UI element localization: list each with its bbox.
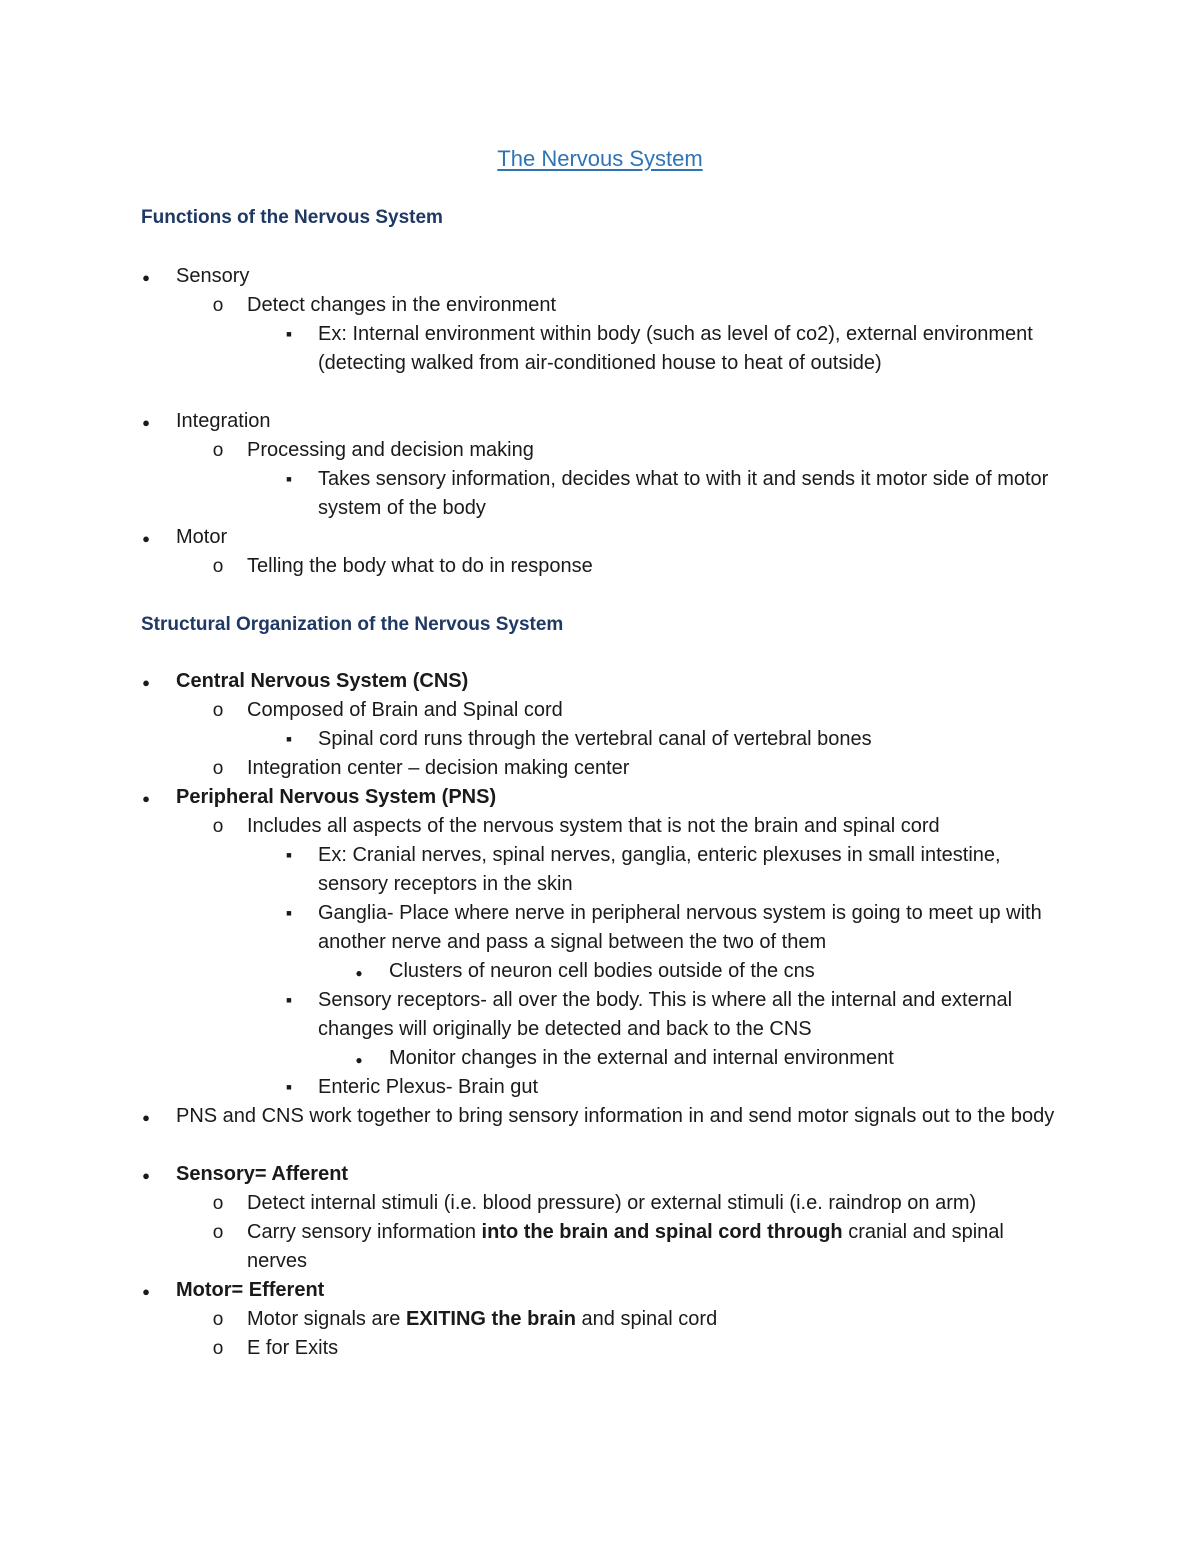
bullet-square-icon	[279, 986, 299, 1015]
page-title: The Nervous System	[497, 146, 703, 171]
section-heading-functions: Functions of the Nervous System	[141, 207, 443, 228]
list-item: ● Monitor changes in the external and internal environment	[0, 1044, 1200, 1073]
bullet-circle-icon	[208, 552, 228, 581]
bullet-square-icon	[279, 899, 299, 928]
bullet-circle-icon	[208, 291, 228, 320]
list-item: ▪ Ex: Cranial nerves, spinal nerves, ganglia, enteric plexuses in small intestine, sensory receptors in the skin	[0, 841, 1200, 899]
bullet-circle-icon	[208, 754, 228, 783]
bullet-square-icon	[279, 320, 299, 349]
bullet-circle-icon	[208, 1218, 228, 1247]
list-item: ▪ Ganglia- Place where nerve in peripheral nervous system is going to meet up with another nerve and pass a signal between the two of them	[0, 899, 1200, 957]
bullet-circle-icon	[208, 812, 228, 841]
bullet-disc-icon	[136, 407, 156, 437]
list-item: ● PNS and CNS work together to bring sensory information in and send motor signals out to the body	[0, 1102, 1200, 1160]
list-item: o Detect internal stimuli (i.e. blood pressure) or external stimuli (i.e. raindrop on arm)	[0, 1189, 1200, 1218]
list-item: ● Sensory	[0, 262, 1200, 291]
list-item: ● Motor	[0, 523, 1200, 552]
bullet-disc-icon	[136, 667, 156, 697]
bullet-disc-icon	[136, 262, 156, 292]
bullet-square-icon	[279, 725, 299, 754]
list-item: o Telling the body what to do in response	[0, 552, 1200, 581]
list-item: o Carry sensory information into the brain and spinal cord through cranial and spinal nerves	[0, 1218, 1200, 1276]
list-item: o Detect changes in the environment	[0, 291, 1200, 320]
bullet-disc-icon	[136, 1276, 156, 1306]
list-item: o Integration center – decision making center	[0, 754, 1200, 783]
bullet-disc-icon	[349, 1044, 369, 1075]
bullet-disc-icon	[136, 523, 156, 553]
list-item: o Motor signals are EXITING the brain and spinal cord	[0, 1305, 1200, 1334]
list-item: ● Sensory= Afferent	[0, 1160, 1200, 1189]
bullet-disc-icon	[349, 957, 369, 988]
list-item: ▪ Takes sensory information, decides what to with it and sends it motor side of motor system of the body	[0, 465, 1200, 523]
list-item: ● Peripheral Nervous System (PNS)	[0, 783, 1200, 812]
bullet-circle-icon	[208, 436, 228, 465]
section-heading-structural: Structural Organization of the Nervous System	[141, 614, 564, 635]
bullet-circle-icon	[208, 1305, 228, 1334]
bullet-square-icon	[279, 841, 299, 870]
bullet-disc-icon	[136, 783, 156, 813]
structural-list	[0, 667, 1200, 1363]
bullet-disc-icon	[136, 1102, 156, 1132]
list-item: o Composed of Brain and Spinal cord	[0, 696, 1200, 725]
bullet-circle-icon	[208, 1189, 228, 1218]
bullet-square-icon	[279, 1073, 299, 1102]
bullet-disc-icon	[136, 1160, 156, 1190]
list-item: ▪ Spinal cord runs through the vertebral canal of vertebral bones	[0, 725, 1200, 754]
list-item: ▪ Ex: Internal environment within body (such as level of co2), external environment (detecting walked from air-conditioned house to heat of outside)	[0, 320, 1200, 407]
list-item: ▪ Enteric Plexus- Brain gut	[0, 1073, 1200, 1102]
list-item: o Includes all aspects of the nervous system that is not the brain and spinal cord	[0, 812, 1200, 841]
list-item: ● Central Nervous System (CNS)	[0, 667, 1200, 696]
bullet-circle-icon	[208, 696, 228, 725]
list-item: o Processing and decision making	[0, 436, 1200, 465]
functions-list	[0, 262, 1200, 581]
list-item: ▪ Sensory receptors- all over the body. This is where all the internal and external changes will originally be detected and back to the CNS	[0, 986, 1200, 1044]
bullet-square-icon	[279, 465, 299, 494]
list-item: o E for Exits	[0, 1334, 1200, 1363]
list-item: ● Integration	[0, 407, 1200, 436]
bullet-circle-icon	[208, 1334, 228, 1363]
list-item: ● Clusters of neuron cell bodies outside of the cns	[0, 957, 1200, 986]
list-item: ● Motor= Efferent	[0, 1276, 1200, 1305]
